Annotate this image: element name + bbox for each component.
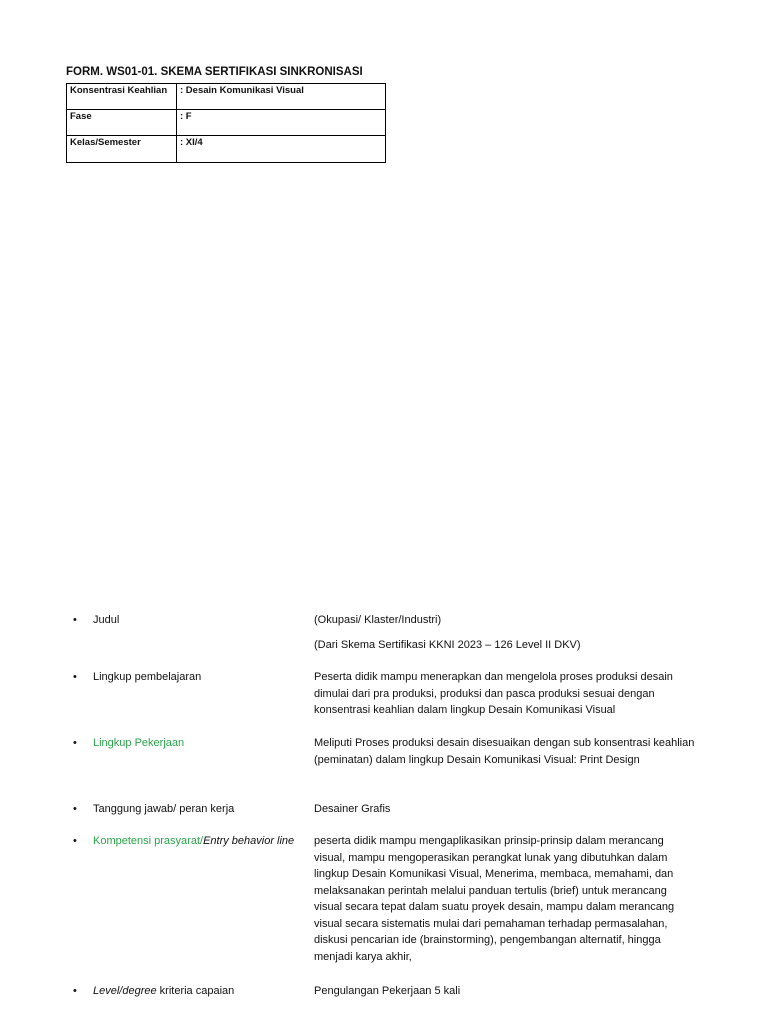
bullet-icon: • xyxy=(73,614,77,626)
item-label-part: kriteria capaian xyxy=(156,985,235,997)
table-row xyxy=(67,110,386,136)
field-label-kelas: Kelas/Semester xyxy=(67,136,177,163)
bullet-icon: • xyxy=(73,985,77,997)
bullet-icon: • xyxy=(73,835,77,847)
item-label: Lingkup Pekerjaan xyxy=(93,737,185,749)
table-row xyxy=(67,136,386,163)
item-value-line: (Dari Skema Sertifikasi KKNI 2023 – 126 Level II DKV) xyxy=(314,638,581,651)
info-table xyxy=(66,83,386,163)
item-value: Desainer Grafis xyxy=(314,803,391,815)
item-value: Peserta didik mampu menerapkan dan mengelola proses produksi desain dimulai dari pra produksi, produksi dan pasca produksi sesuai dengan konsentrasi keahlian dalam lingkup Desain Komunikasi Visual xyxy=(314,671,673,716)
item-label-part-italic: Level/degree xyxy=(93,985,157,997)
item-value-line: (Okupasi/ Klaster/Industri) xyxy=(314,614,442,626)
item-label xyxy=(93,983,298,1000)
form-title: FORM. WS01-01. SKEMA SERTIFIKASI SINKRONISASI xyxy=(66,66,363,78)
bullet-icon: • xyxy=(73,671,77,683)
field-value-fase: : F xyxy=(177,110,386,136)
bullet-icon: • xyxy=(73,803,77,815)
item-value: Pengulangan Pekerjaan 5 kali xyxy=(314,985,461,997)
field-value-kelas: : XI/4 xyxy=(177,136,386,163)
field-label-fase: Fase xyxy=(67,110,177,136)
field-value-konsentrasi: : Desain Komunikasi Visual xyxy=(177,84,386,110)
item-label: Lingkup pembelajaran xyxy=(93,671,202,683)
item-label-part-italic: Entry behavior line xyxy=(203,835,295,847)
item-value xyxy=(314,612,696,653)
table-row xyxy=(67,84,386,110)
item-value: Meliputi Proses produksi desain disesuaikan dengan sub konsentrasi keahlian (peminatan) dalam lingkup Desain Komunikasi Visual: Print Design xyxy=(314,737,695,766)
item-value: peserta didik mampu mengaplikasikan prinsip-prinsip dalam merancang visual, mampu mengoperasikan perangkat lunak yang dibutuhkan dalam lingkup Desain Komunikasi Visual, Menerima, membaca, memahami, dan melaksanakan perintah melalui panduan tertulis (brief) untuk merancang visual secara tepat dalam suatu proyek desain, mampu dalam merancang visual secara sistematis mulai dari pemahaman terhadap permasalahan, diskusi pencarian ide (brainstorming), pengembangan alternatif, hingga menjadi karya akhir, xyxy=(314,835,675,963)
bullet-icon: • xyxy=(73,737,77,749)
item-label-part: Kompetensi prasyarat/ xyxy=(93,835,204,847)
field-label-konsentrasi: Konsentrasi Keahlian xyxy=(67,84,177,110)
item-label xyxy=(93,833,298,850)
item-label: Judul xyxy=(93,614,120,626)
item-label: Tanggung jawab/ peran kerja xyxy=(93,803,235,815)
